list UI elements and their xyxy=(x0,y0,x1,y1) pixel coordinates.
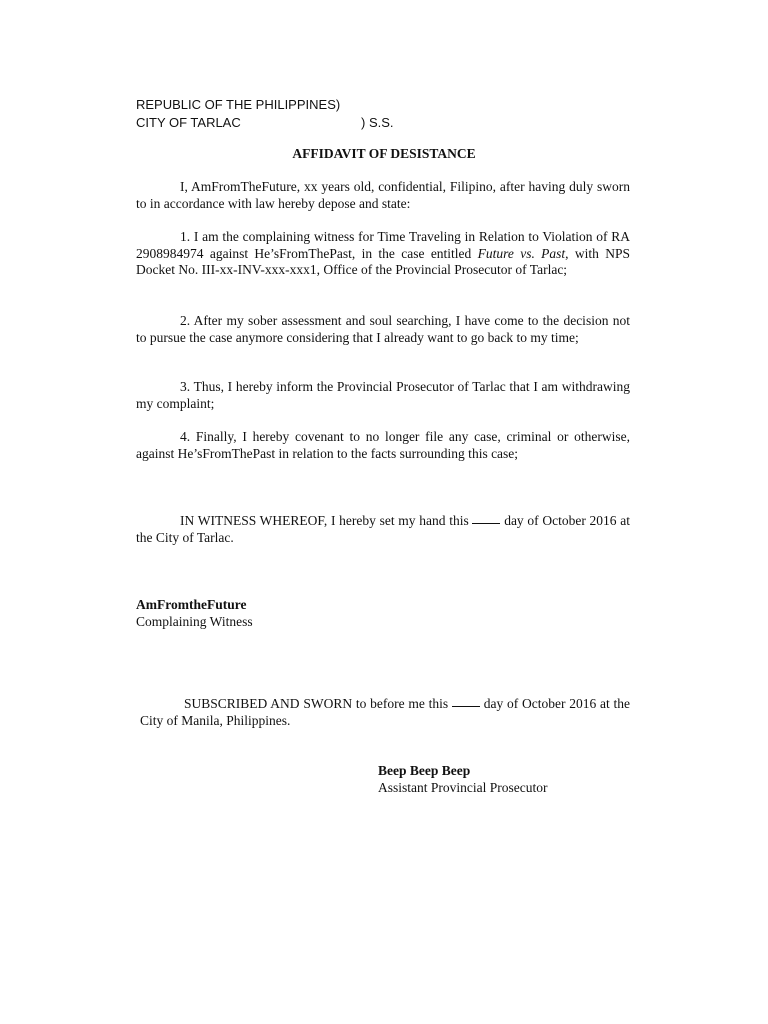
document-title: AFFIDAVIT OF DESISTANCE xyxy=(292,146,476,161)
venue-caption xyxy=(136,96,394,132)
witness-day-blank xyxy=(472,523,500,524)
paragraph-4: 4. Finally, I hereby covenant to no longer file any case, criminal or otherwise, against He’sFromThePast in relation to the facts surrounding this case; xyxy=(136,429,630,461)
sworn-day-blank xyxy=(452,706,480,707)
paragraph-2: 2. After my sober assessment and soul searching, I have come to the decision not to pursue the case anymore considering that I already want to go back to my time; xyxy=(136,313,630,345)
officer-name: Beep Beep Beep xyxy=(378,763,471,778)
witness-before: IN WITNESS WHEREOF, I hereby set my hand this xyxy=(180,513,469,528)
witness-after: day of October 2016 at the City of Tarlac. xyxy=(136,513,631,545)
witness-clause xyxy=(136,513,630,546)
jurat-clause xyxy=(140,696,630,729)
affiant-role: Complaining Witness xyxy=(136,613,253,629)
intro-paragraph: I, AmFromTheFuture, xx years old, confidential, Filipino, after having duly sworn to in accordance with law hereby depose and state: xyxy=(136,179,630,211)
caption-city-row xyxy=(136,114,394,132)
affiant-name: AmFromtheFuture xyxy=(136,597,247,612)
sworn-after: day of October 2016 at the City of Manila, Philippines. xyxy=(140,696,631,728)
paragraph-3: 3. Thus, I hereby inform the Provincial Prosecutor of Tarlac that I am withdrawing my complaint; xyxy=(136,379,630,411)
officer-role: Assistant Provincial Prosecutor xyxy=(378,779,548,795)
caption-republic: REPUBLIC OF THE PHILIPPINES) xyxy=(136,97,341,112)
paragraph-1 xyxy=(136,229,630,279)
paragraph-1-before: 1. I am the complaining witness for Time Traveling in Relation to Violation of RA 2908984974 against He’sFromThePast, in the case entitled xyxy=(136,229,630,261)
sworn-before: SUBSCRIBED AND SWORN to before me this xyxy=(184,696,449,711)
officer-signature-block xyxy=(378,763,547,796)
paragraph-1-after: , with NPS Docket No. III-xx-INV-xxx-xxx1, Office of the Provincial Prosecutor of Tarlac; xyxy=(136,245,630,277)
caption-ss: ) S.S. xyxy=(361,115,394,130)
affiant-signature-block xyxy=(136,597,253,630)
case-title: Future vs. Past xyxy=(477,245,566,261)
caption-city: CITY OF TARLAC xyxy=(136,115,241,130)
